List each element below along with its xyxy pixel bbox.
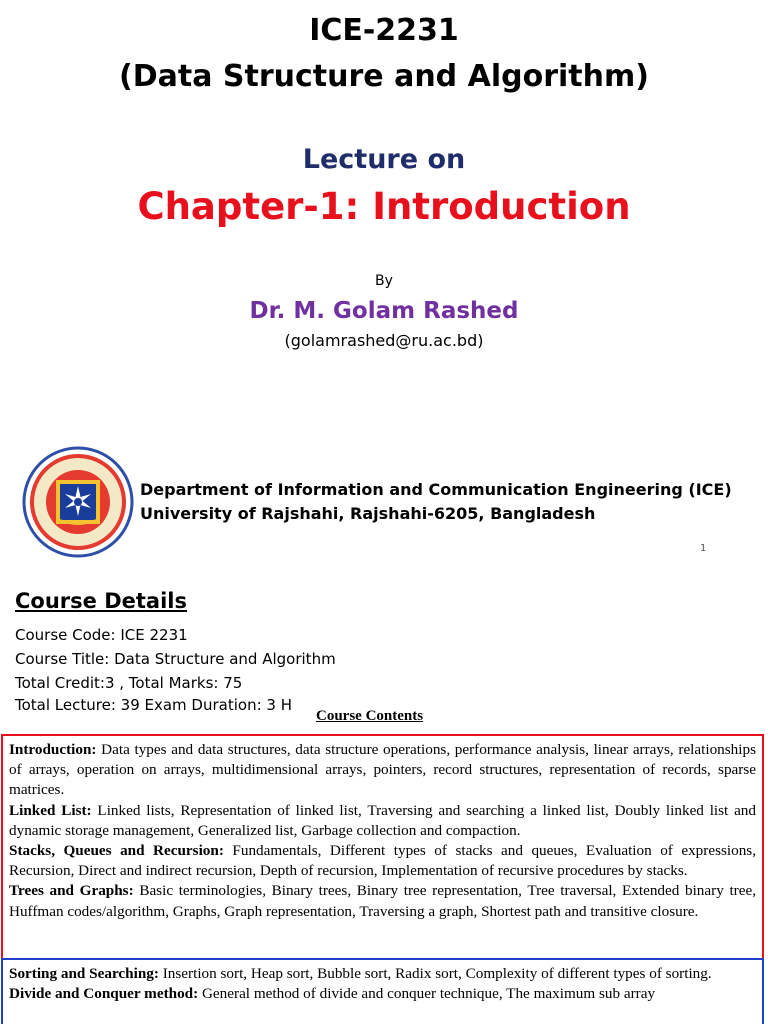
topic-text: Linked lists, Representation of linked list, Traversing and searching a linked list, Doubly linked list and dynamic storage management, Generalized list, Garbage collection and compaction. [9,801,756,839]
content-paragraph [9,740,756,801]
blue-section-text [3,960,762,1004]
course-contents-blue-box [1,958,764,1024]
topic-label: Sorting and Searching: [9,965,159,982]
course-contents-heading: Course Contents [316,708,424,724]
topic-label: Linked List: [9,801,92,819]
content-paragraph [9,984,756,1004]
course-details-heading: Course Details [15,589,187,613]
page-number: 1 [700,543,707,554]
topic-label: Introduction: [9,741,97,758]
course-code-line: Course Code: ICE 2231 [15,626,188,644]
topic-text: Insertion sort, Heap sort, Bubble sort, Radix sort, Complexity of different types of sorting. [162,965,712,982]
topic-text: Fundamentals, Different types of stacks and queues, Evaluation of expressions, Recursion, Direct and indirect recursion, Depth of recursion, Implementation of recursive procedures by stacks. [9,842,757,880]
university-logo [22,446,134,558]
course-name-title: (Data Structure and Algorithm) [119,59,649,94]
university-name: University of Rajshahi, Rajshahi-6205, Bangladesh [140,504,596,523]
course-contents-red-box [1,734,764,958]
red-section-text [3,736,762,922]
author-name: Dr. M. Golam Rashed [249,298,519,324]
topic-text: Basic terminologies, Binary trees, Binary tree representation, Tree traversal, Extended binary tree, Huffman codes/algorithm, Graphs, Graph representation, Traversing a graph, Shortest path and transitive closure. [9,882,756,920]
course-title-line: Course Title: Data Structure and Algorithm [15,650,336,668]
content-paragraph [9,964,756,984]
author-email: (golamrashed@ru.ac.bd) [284,331,484,350]
chapter-title: Chapter-1: Introduction [137,185,631,228]
by-label: By [375,273,393,289]
lecture-exam-line: Total Lecture: 39 Exam Duration: 3 H [15,696,292,714]
credit-marks-line: Total Credit:3 , Total Marks: 75 [15,674,243,692]
content-paragraph [9,881,756,921]
content-paragraph [9,801,756,841]
department-name: Department of Information and Communication Engineering (ICE) [140,480,732,499]
topic-label: Divide and Conquer method: [9,985,199,1003]
content-paragraph [9,841,756,881]
topic-text: Data types and data structures, data structure operations, performance analysis, linear arrays, relationships of arrays, operation on arrays, multidimensional arrays, pointers, record structures, representation of records, sparse matrices. [9,741,756,799]
topic-label: Trees and Graphs: [9,882,134,900]
topic-text: General method of divide and conquer technique, The maximum sub array [201,985,656,1003]
course-code-title: ICE-2231 [309,13,459,48]
lecture-on-label: Lecture on [302,144,466,175]
topic-label: Stacks, Queues and Recursion: [9,842,224,860]
